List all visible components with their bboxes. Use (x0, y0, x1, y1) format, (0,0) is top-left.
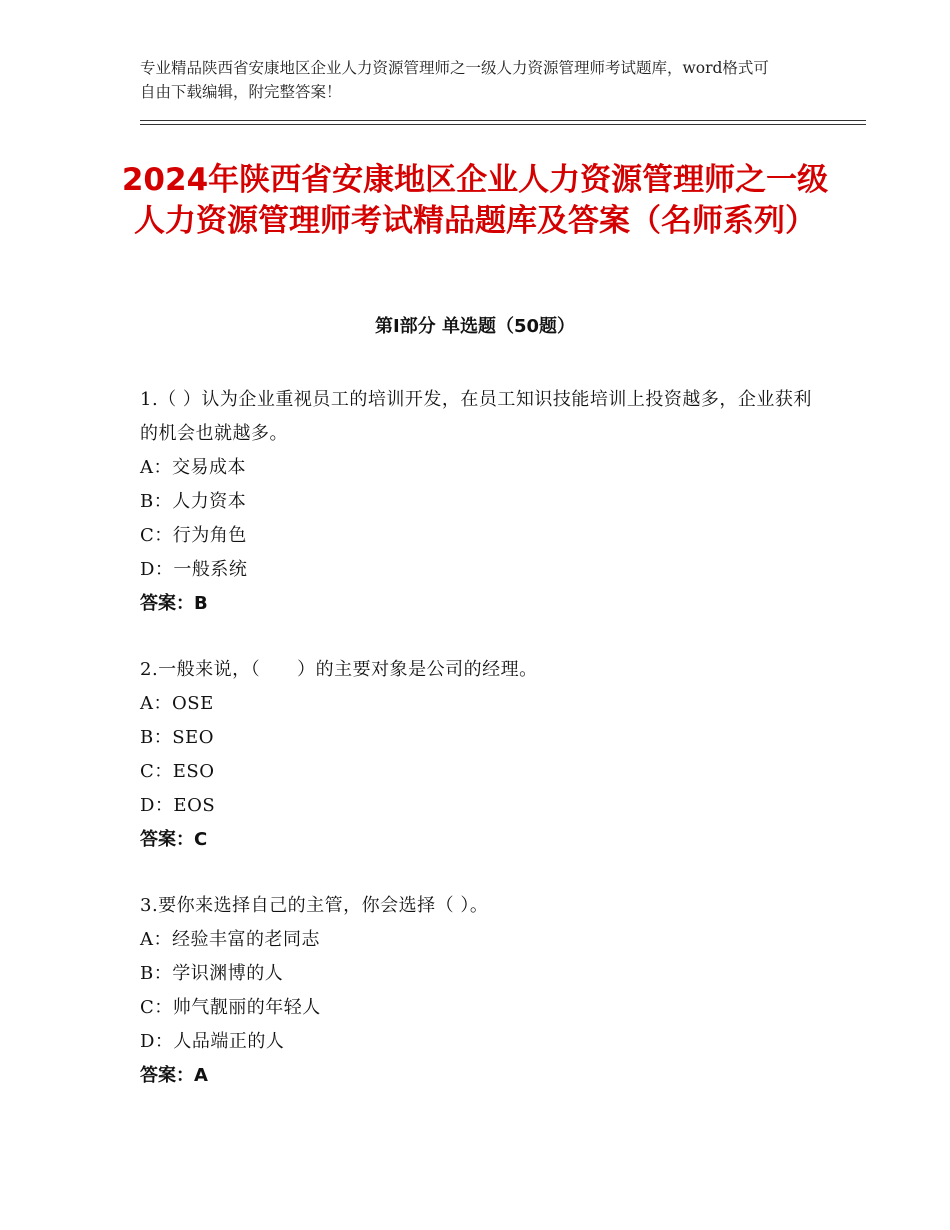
question-item (140, 383, 820, 621)
option-a: A：交易成本 (140, 457, 246, 478)
option-d: D：一般系统 (140, 559, 248, 580)
option-a: A：OSE (140, 693, 214, 714)
option-d: D：人品端正的人 (140, 1031, 285, 1052)
question-stem: 2.一般来说，（ ）的主要对象是公司的经理。 (140, 659, 538, 680)
question-stem: 3.要你来选择自己的主管，你会选择（ ）。 (140, 895, 489, 916)
option-b: B：学识渊博的人 (140, 963, 284, 984)
question-stem: 1.（ ）认为企业重视员工的培训开发，在员工知识技能培训上投资越多，企业获利的机会也就越多。 (140, 389, 812, 444)
option-c: C：帅气靓丽的年轻人 (140, 997, 321, 1018)
document-title: 2024年陕西省安康地区企业人力资源管理师之一级人力资源管理师考试精品题库及答案（名师系列） (121, 162, 829, 239)
question-list (140, 383, 820, 1125)
answer-label: 答案：B (140, 593, 208, 614)
option-c: C：ESO (140, 761, 215, 782)
header-divider (140, 120, 866, 125)
section-title: 第Ⅰ部分 单选题（50题） (374, 316, 575, 337)
option-d: D：EOS (140, 795, 216, 816)
header-note: 专业精品陕西省安康地区企业人力资源管理师之一级人力资源管理师考试题库，word格式可自由下载编辑，附完整答案！ (140, 59, 769, 101)
option-b: B：SEO (140, 727, 214, 748)
option-c: C：行为角色 (140, 525, 247, 546)
option-a: A：经验丰富的老同志 (140, 929, 320, 950)
answer-label: 答案：A (140, 1065, 208, 1086)
answer-label: 答案：C (140, 829, 208, 850)
option-b: B：人力资本 (140, 491, 247, 512)
question-item (140, 653, 820, 857)
question-item (140, 889, 820, 1093)
